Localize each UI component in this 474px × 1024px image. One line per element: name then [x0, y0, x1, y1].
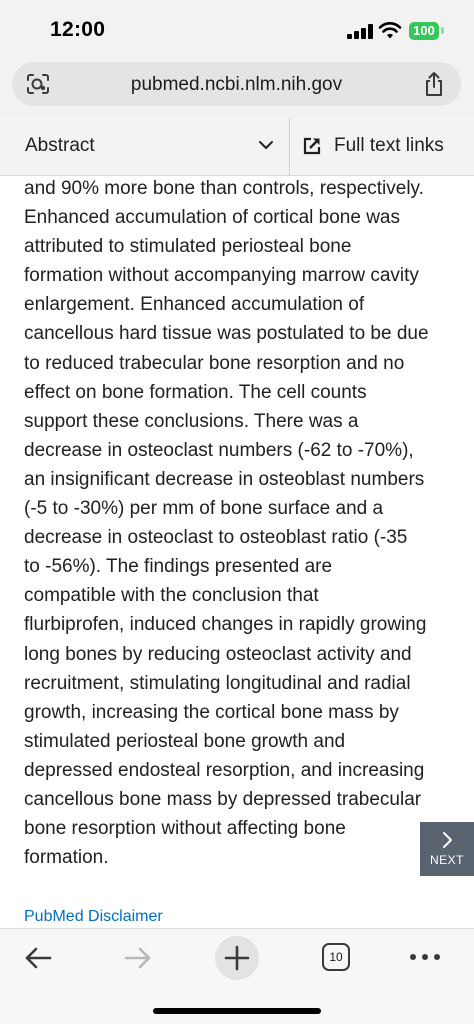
plus-icon	[215, 936, 259, 980]
abstract-line: and 90% more bone than controls, respectively.	[24, 178, 424, 199]
abstract-line: cancellous hard tissue was postulated to be due	[24, 323, 429, 345]
abstract-line: decrease in osteoclast to osteoblast ratio (-35	[24, 527, 408, 549]
abstract-line: cancellous bone mass by depressed trabecular	[24, 788, 422, 810]
abstract-line: growth, increasing the cortical bone mass by	[24, 701, 399, 723]
abstract-text	[24, 174, 456, 872]
battery-cap	[441, 27, 444, 34]
abstract-line: an insignificant decrease in osteoblast numbers	[24, 468, 425, 490]
external-link-icon	[302, 136, 322, 156]
actions-bar	[0, 118, 474, 176]
abstract-line: flurbiprofen, induced changes in rapidly growing	[24, 614, 427, 636]
home-indicator	[153, 1008, 321, 1014]
tabs-icon[interactable]: 10	[322, 943, 350, 971]
abstract-line: enlargement. Enhanced accumulation of	[24, 294, 365, 316]
abstract-line: to reduced trabecular bone resorption and no	[24, 352, 405, 374]
full-text-links-label: Full text links	[334, 135, 444, 156]
abstract-line: compatible with the conclusion that	[24, 585, 319, 607]
abstract-line: effect on bone formation. The cell counts	[24, 381, 367, 403]
abstract-line: attributed to stimulated periosteal bone	[24, 236, 352, 258]
signal-icon	[347, 24, 373, 39]
address-bar[interactable]	[12, 62, 461, 106]
abstract-line: depressed endosteal resorption, and increasing	[24, 759, 425, 781]
battery-icon: 100	[409, 22, 439, 40]
url-text[interactable]: pubmed.ncbi.nlm.nih.gov	[130, 74, 343, 95]
abstract-line: bone resorption without affecting bone	[24, 818, 346, 840]
abstract-line: formation without accompanying marrow cavity	[24, 265, 419, 287]
abstract-dropdown-label: Abstract	[25, 135, 95, 156]
status-time: 12:00	[50, 18, 106, 41]
back-arrow-icon[interactable]	[22, 943, 54, 973]
abstract-line: to -56%). The findings presented are	[24, 556, 333, 578]
more-icon[interactable]	[408, 951, 442, 963]
site-settings-icon[interactable]	[26, 73, 50, 95]
abstract-dropdown[interactable]	[0, 118, 290, 175]
abstract-line: recruitment, stimulating longitudinal and radial	[24, 672, 411, 694]
next-button[interactable]	[420, 822, 474, 876]
abstract-line: decrease in osteoclast numbers (-62 to -70%),	[24, 439, 414, 461]
wifi-icon	[378, 20, 402, 40]
abstract-line: Enhanced accumulation of cortical bone was	[24, 207, 401, 229]
full-text-links-button[interactable]	[290, 118, 474, 175]
forward-arrow-icon[interactable]	[122, 943, 154, 973]
next-button-label: NEXT	[429, 853, 464, 867]
chevron-down-icon	[258, 139, 274, 151]
abstract-line: stimulated periosteal bone growth and	[24, 730, 346, 752]
abstract-line: long bones by reducing osteoclast activity and	[24, 643, 412, 665]
chevron-right-icon	[440, 831, 454, 849]
pubmed-disclaimer-link[interactable]: PubMed Disclaimer	[24, 908, 163, 925]
share-icon[interactable]	[423, 70, 445, 98]
abstract-line: formation.	[24, 847, 109, 869]
status-bar	[0, 0, 474, 58]
new-tab-button[interactable]	[215, 936, 259, 980]
abstract-line: (-5 to -30%) per mm of bone surface and a	[24, 498, 384, 520]
address-bar-area	[0, 58, 474, 118]
abstract-line: support these conclusions. There was a	[24, 410, 359, 432]
